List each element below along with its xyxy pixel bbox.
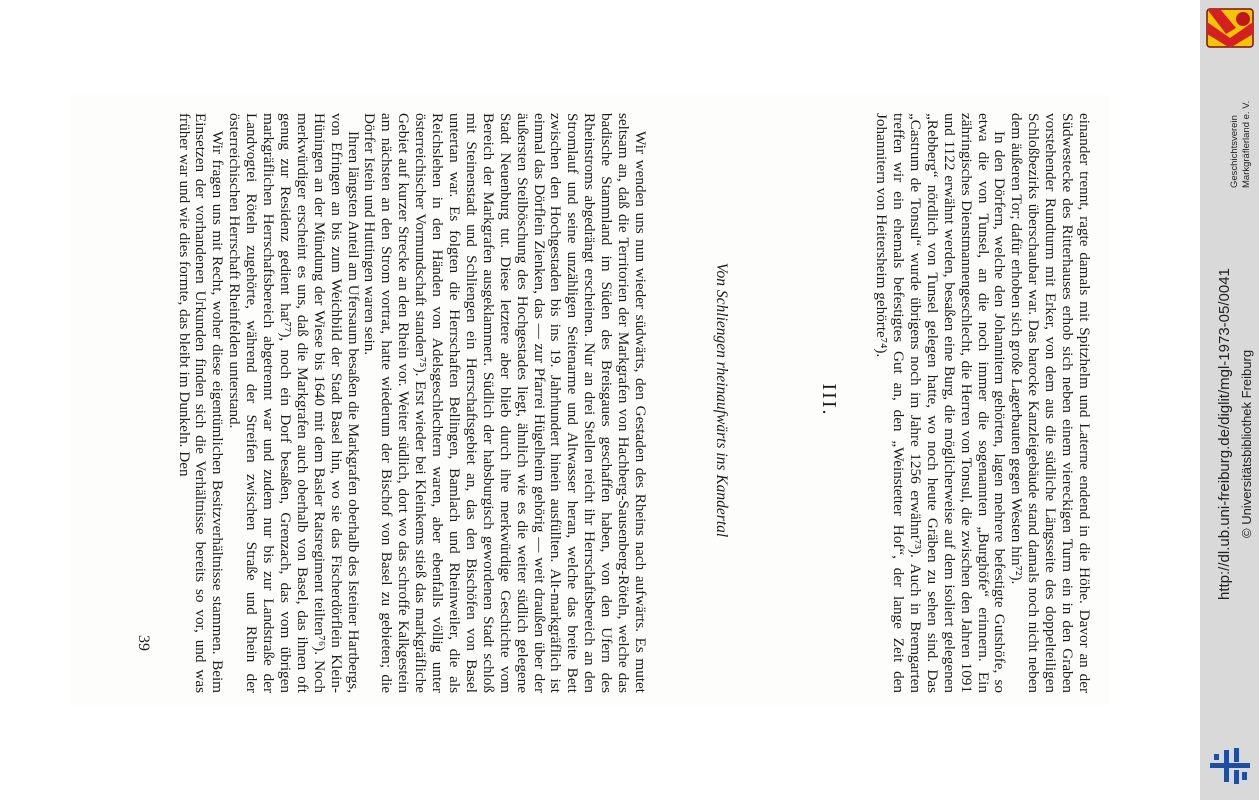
- paragraph: einander trennt, ragte damals mit Spitzhelm und Laterne endend in die Höhe. Davor an der Südwestecke des Ritterhauses erhob sich neben einem viereckigen Turm ein in den Graben vorstehender Rundturm mit Erker, von dem aus die südliche Längsseite des doppelteiligen Schloßbezirks überschaubar war. Das barocke Kanzleigebäude stand damals noch nicht neben dem äußeren Tor; dafür erhoben sich große Lagerbauten gegen Westen hin⁷²).: [1008, 113, 1093, 693]
- ub-freiburg-logo-icon: [1208, 746, 1252, 786]
- organization-name-line2: Markgräflerland e. V.: [1241, 100, 1252, 188]
- rotated-page-content: [70, 95, 1110, 705]
- bottom-text-block: [175, 113, 648, 693]
- organization-name-line1: Geschichtsverein: [1229, 115, 1240, 188]
- paragraph: Wir wenden uns nun wieder südwärts, den Gestaden des Rheins nach aufwärts. Es mutet seltsam an, daß die Territorien der Markgrafen von Hachberg-Sausenberg-Röteln, welche das badische Stammland im Süden des Breisgaues geschaffen haben, von den Ufern des Rheinstroms abgedrängt erscheinen. Nur an drei Stellen reicht ihr Herrschaftsbereich an den Stromlauf und seine unzähligen Seitenarme und Altwasser heran, welche das breite Bett zwischen den Hochgestaden bis ins 19. Jahrhundert hinein ausfüllten. Alt-markgräflich ist einmal das Dörflein Zienken, das — zur Pfarrei Hügelheim gehörig — weit draußen über der äußersten Steilböschung des Hochgestades liegt, ähnlich wie es die weiter südlich gelegene Stadt Neuenburg tut. Diese letztere aber blieb durch ihre merkwürdige Geschichte vom Bereich der Markgrafen ausgeklammert. Südlich der habsburgisch gewordenen Stadt schloß mit Steinenstadt und Schliengen ein Herrschaftsgebiet an, das den Bischöfen von Basel untertan war. Es folgten die Herrschaften Bellingen, Bamlach und Rheinweiler, die als Reichslehen in den Händen von Adelsgeschlechtern waren, aber ebenfalls völlig unter österreichischer Vormundschaft standen⁷⁵). Erst wieder bei Kleinkems stieß das markgräfliche Gebiet auf kurzer Strecke an den Rhein vor. Weiter südlich, dort wo das schroffe Kalkgestein am nächsten an den Strom vortrat, hatte wiederum der Bischof von Basel zu gebieten; die Dörfer Istein und Huttingen waren sein.: [361, 113, 649, 693]
- section-title: Von Schliengen rheinaufwärts ins Kandertal: [713, 262, 730, 538]
- coat-of-arms-icon: [1206, 8, 1254, 48]
- paragraph: Ihren längsten Anteil am Ufersaum besaßen die Markgrafen oberhalb des Isteiner Hartbergs, von Efringen an bis zum Weichbild der Stadt Basel hin, wo sie das Fischerdörflein Klein-Hüningen an der Mündung der Wiese bis 1640 mit dem Basler Ratsregiment teilten⁷⁶). Noch merkwürdiger erscheint es uns, daß die Markgrafen auch oberhalb von Basel, das ihnen oft genug zur Residenz gedient hat⁷⁷), noch ein Dorf besaßen, Grenzach, das vom übrigen markgräflichen Herrschaftsbereich abgetrennt war und zudem nur bis zur Landstraße der Landvogtei Röteln zugehörte, während der Streifen zwischen Straße und Rhein der österreichischen Herrschaft Rheinfelden unterstand.: [226, 113, 362, 693]
- paragraph: Wir fragen uns mit Recht, woher diese eigentümlichen Besitzverhältnisse stammen. Beim Einsetzen der vorhandenen Urkunden finden sich die Verhältnisse bereits so vor, und was früher war und wie dies formte, das bleibt im Dunkeln. Den: [175, 113, 227, 693]
- source-url[interactable]: http://dl.ub.uni-freiburg.de/diglit/mgl-1973-05/0041: [1216, 268, 1233, 600]
- top-text-block: [872, 113, 1092, 693]
- copyright-notice: © Universitätsbibliothek Freiburg: [1239, 349, 1254, 538]
- scanned-page: [70, 95, 1110, 705]
- page-number: 39: [135, 635, 152, 651]
- section-numeral: III.: [818, 383, 840, 417]
- paragraph: In den Dörfern, welche den Johannitern gehörten, lagen mehrere befestigte Gutshöfe, so etwa die von Tunsel, an die noch immer die sogenannten „Burghöfe“ erinnern. Ein zähringisches Dienstmannengeschlecht, die Herren von Tonsul, die zwischen den Jahren 1091 und 1122 erwähnt werden, besaßen eine Burg, die möglicherweise auf dem isoliert gelegenen „Rebberg“ nördlich von Tunsel gelegen hatte, wo noch heute Gräben zu sehen sind. Das „Castrum de Tonsul“ wurde übrigens noch im Jahre 1256 erwähnt⁷³). Auch in Bremgarten treffen wir ein ehemals befestigtes Gut an, den „Weinstetter Hof“, der lange Zeit den Johannitern von Heitersheim gehörte⁷⁴).: [873, 113, 1009, 693]
